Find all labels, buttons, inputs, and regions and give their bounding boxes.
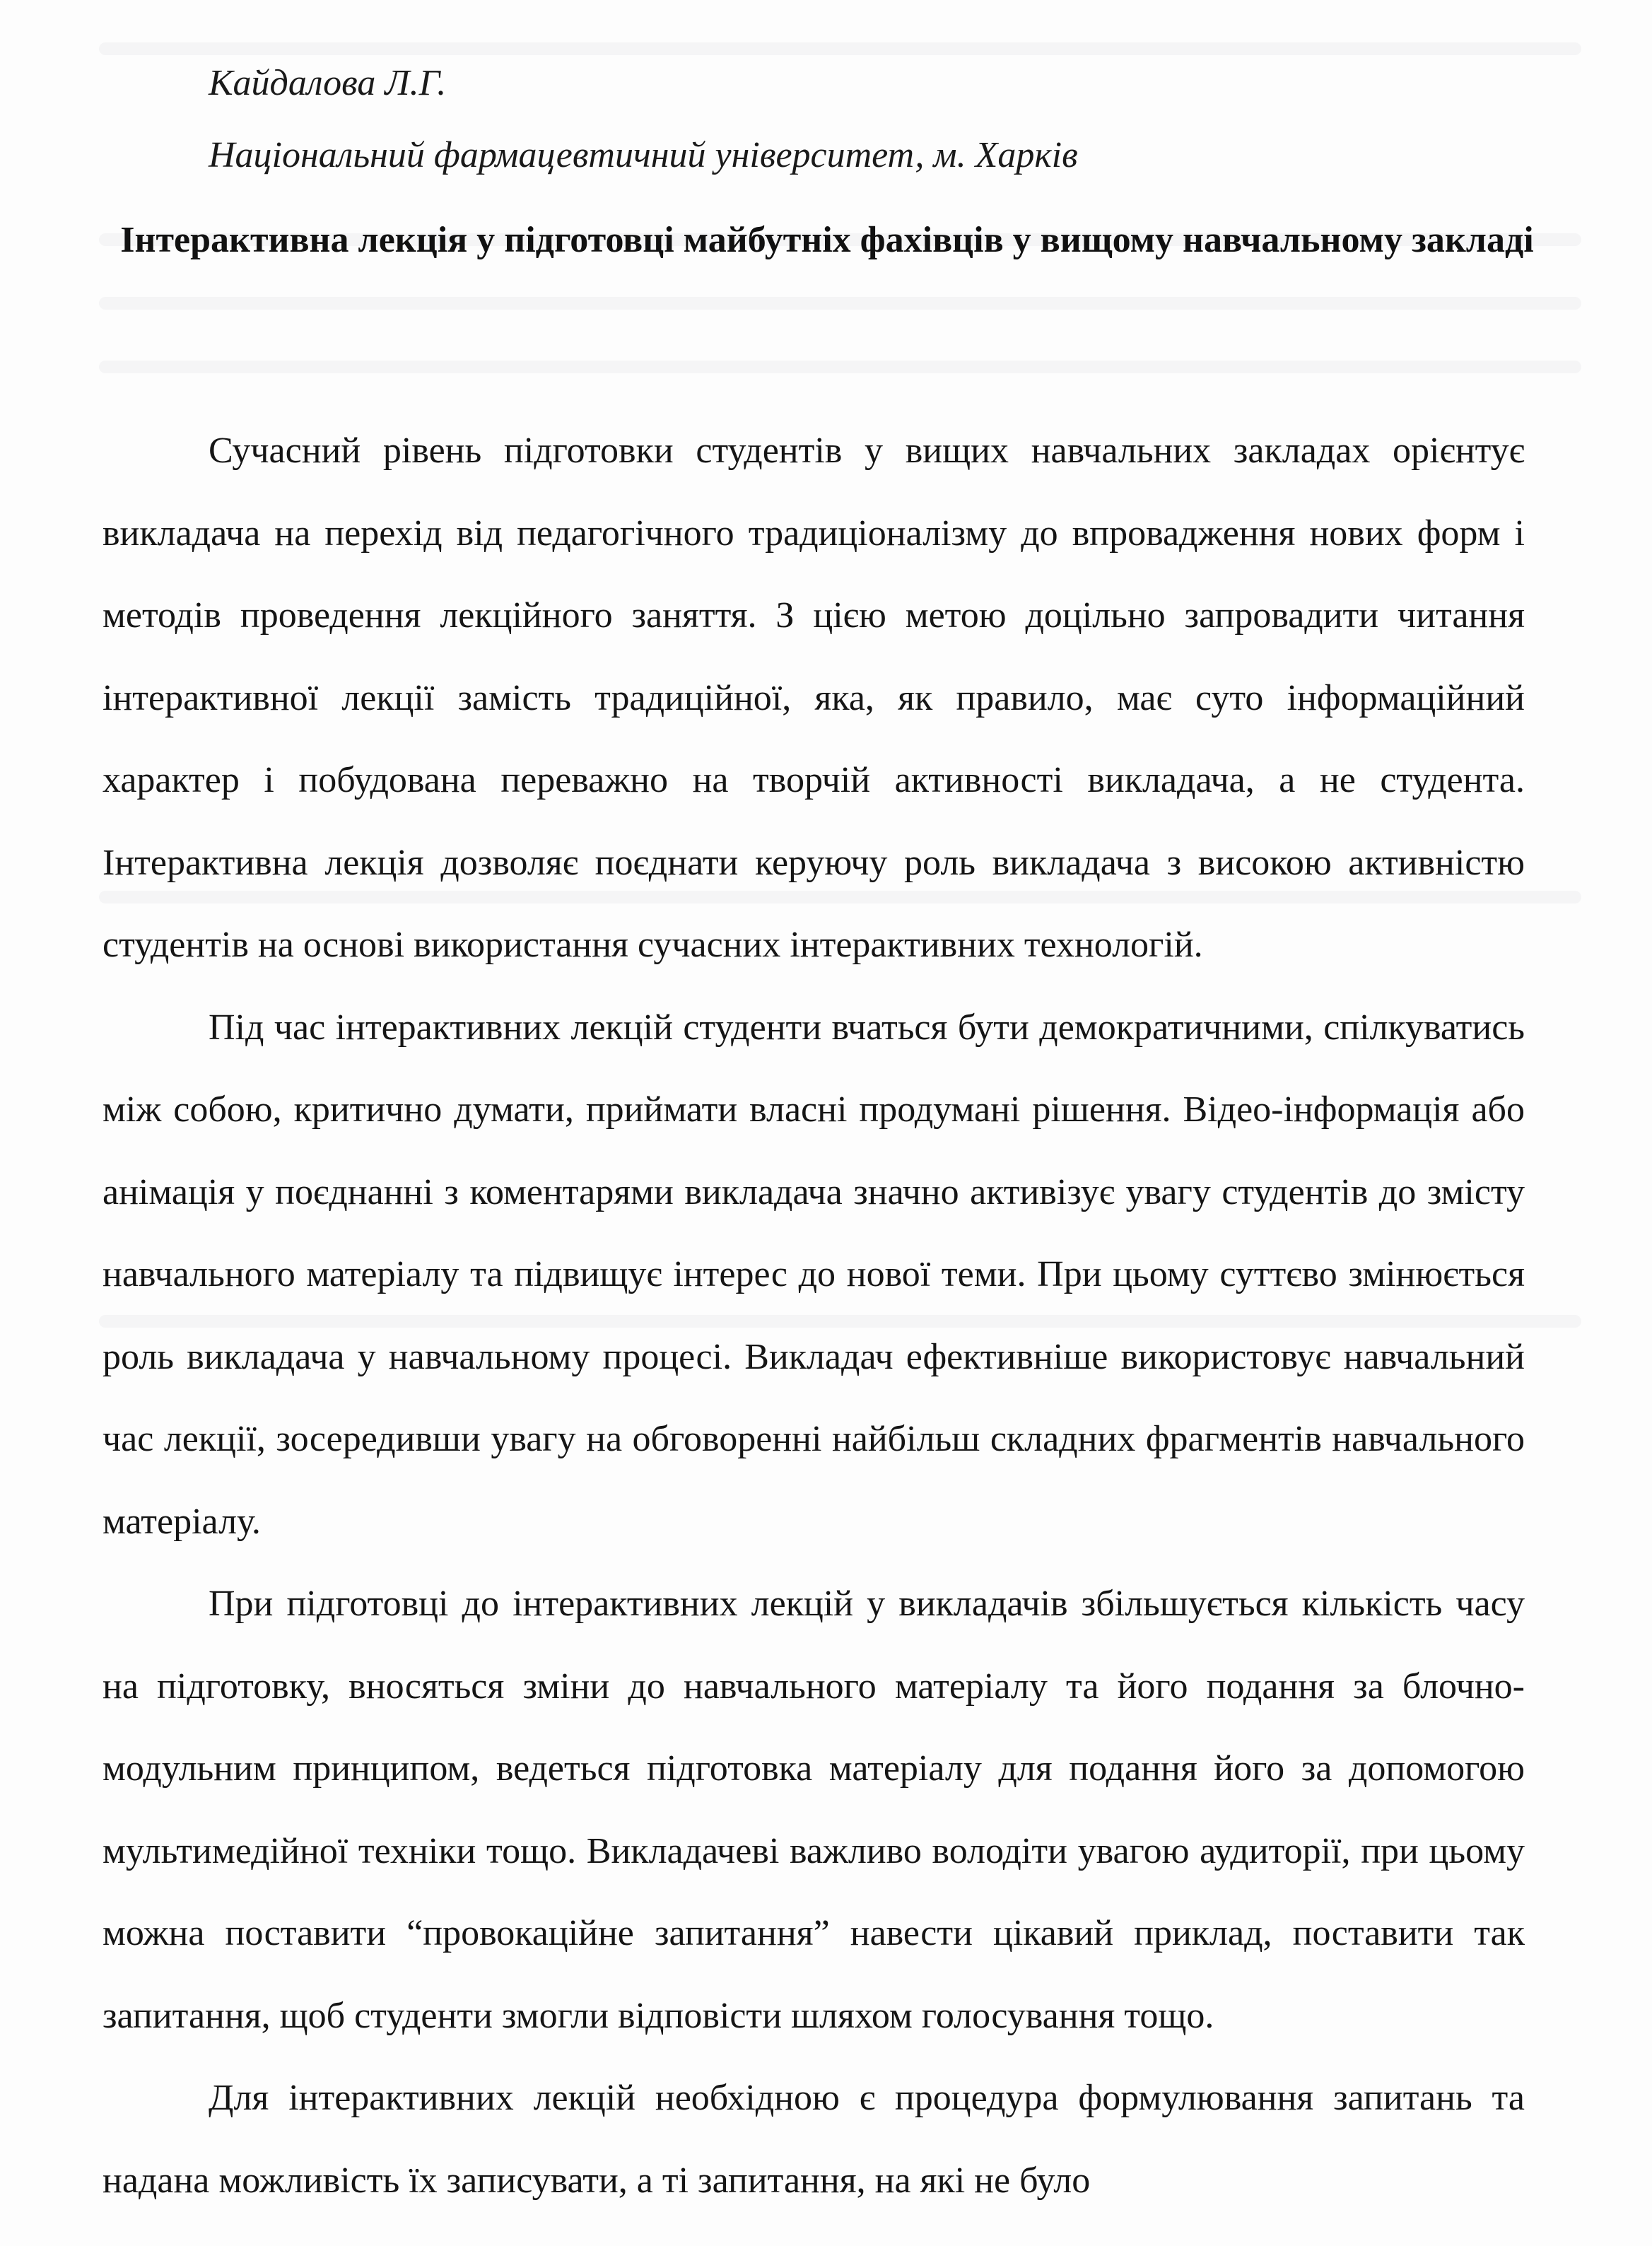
body-paragraph: Для інтерактивних лекцій необхідною є процедура формулювання запитань та надана можливість їх записувати, а ті запитання, на які не було	[102, 2078, 1525, 2201]
article-body	[102, 410, 1525, 2222]
bleed-through-line	[99, 297, 1581, 310]
author-name: Кайдалова Л.Г.	[209, 63, 447, 103]
bleed-through-line	[99, 42, 1581, 55]
body-paragraph: При підготовці до інтерактивних лекцій у викладачів збільшується кількість часу на підготовку, вносяться зміни до навчального матеріалу та його подання за блочно-модульним принципом, ведеться підготовка матеріалу для подання його за допомогою мультимедійної техніки тощо. Викладачеві важливо володіти увагою аудиторії, при цьому можна поставити “провокаційне запитання” навести цікавий приклад, поставити так запитання, щоб студенти змогли відповісти шляхом голосування тощо.	[102, 1584, 1525, 2036]
article-title: Інтерактивна лекція у підготовці майбутніх фахівців у вищому навчальному закладі	[120, 220, 1534, 260]
body-paragraph: Сучасний рівень підготовки студентів у вищих навчальних закладах орієнтує викладача на перехід від педагогічного традиціоналізму до впровадження нових форм і методів проведення лекційного заняття. З цією метою доцільно запровадити читання інтерактивної лекції замість традиційної, яка, як правило, має суто інформаційний характер і побудована переважно на творчій активності викладача, а не студента. Інтерактивна лекція дозволяє поєднати керуючу роль викладача з високою активністю студентів на основі використання сучасних інтерактивних технологій.	[102, 431, 1525, 965]
body-paragraph: Під час інтерактивних лекцій студенти вчаться бути демократичними, спілкуватись між собою, критично думати, приймати власні продумані рішення. Відео-інформація або анімація у поєднанні з коментарями викладача значно активізує увагу студентів до змісту навчального матеріалу та підвищує інтерес до нової теми. При цьому суттєво змінюється роль викладача у навчальному процесі. Викладач ефективніше використовує навчальний час лекції, зосередивши увагу на обговоренні найбільш складних фрагментів навчального матеріалу.	[102, 1007, 1525, 1542]
bleed-through-line	[99, 361, 1581, 373]
author-affiliation: Національний фармацевтичний університет, м. Харків	[209, 135, 1078, 175]
